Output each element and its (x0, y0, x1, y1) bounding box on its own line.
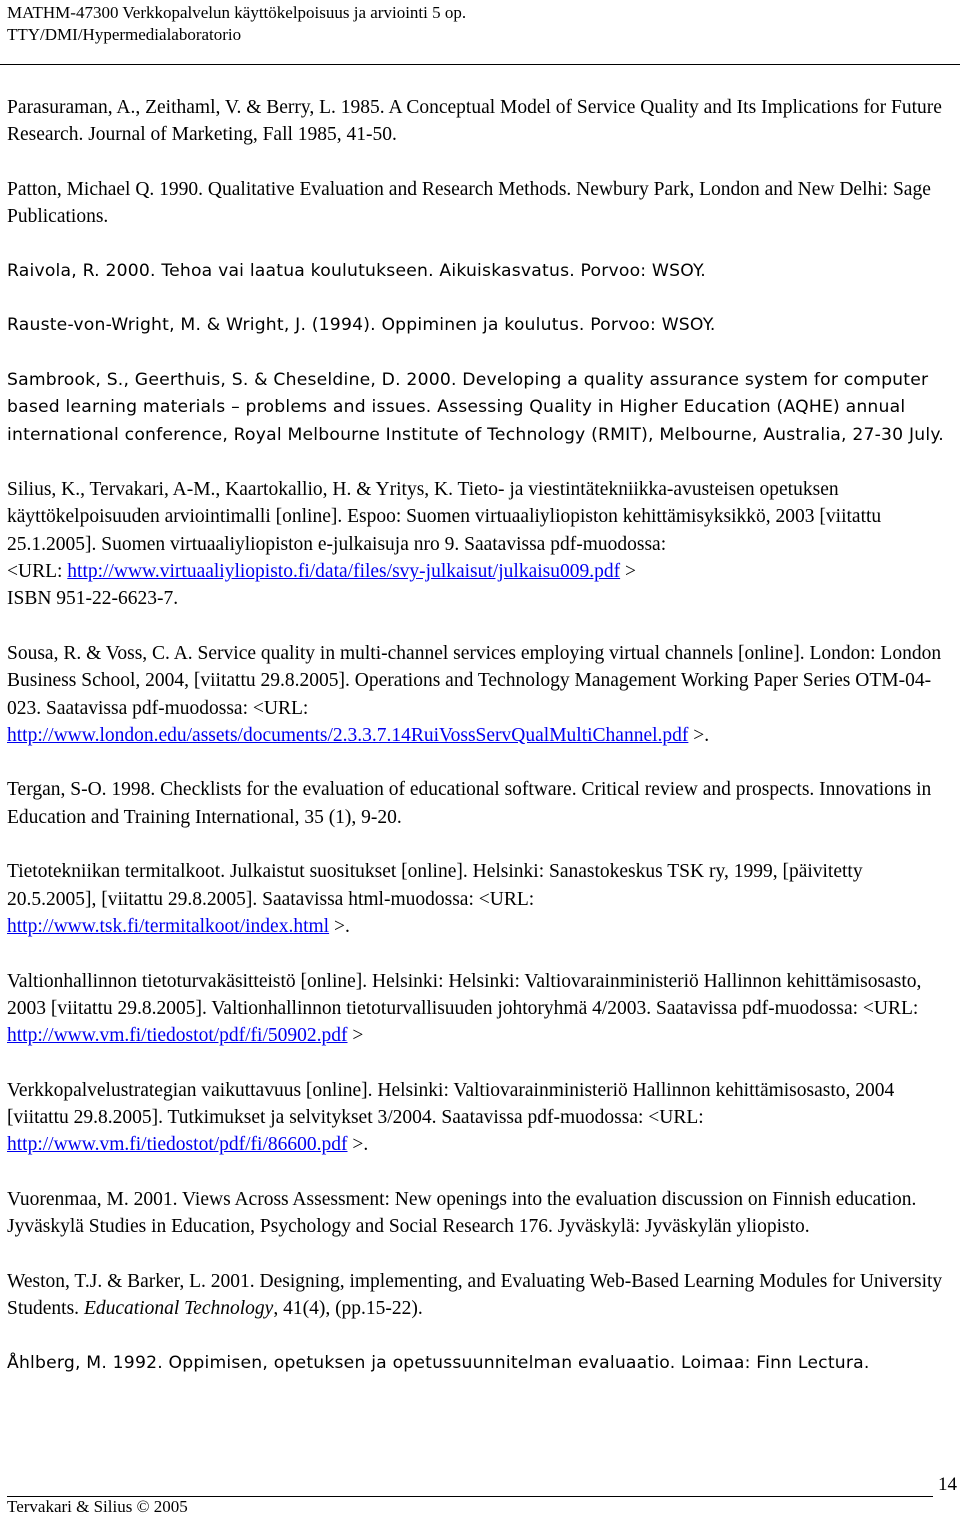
reference-vuorenmaa: Vuorenmaa, M. 2001. Views Across Assessment: New openings into the evaluation discussion on Finnish education. Jyväskylä Studies in Education, Psychology and Social Research 176. Jyväskylä: Jyväskylän yliopisto. (7, 1188, 917, 1238)
reference-parasuraman: Parasuraman, A., Zeithaml, V. & Berry, L. 1985. A Conceptual Model of Service Quality and Its Implications for Future Research. Journal of Marketing, Fall 1985, 41-50. (7, 97, 942, 146)
header-rule (0, 64, 960, 65)
isbn: ISBN 951-22-6623-7. (7, 588, 179, 610)
reference-rauste-von-wright: Rauste-von-Wright, M. & Wright, J. (1994). Oppiminen ja koulutus. Porvoo: WSOY. (7, 315, 716, 336)
tsk-link[interactable]: http://www.tsk.fi/termitalkoot/index.html (7, 915, 330, 937)
footer-author: Tervakari & Silius © 2005 (7, 1497, 188, 1516)
vm-86600-link[interactable]: http://www.vm.fi/tiedostot/pdf/fi/86600.pdf (7, 1134, 348, 1156)
reference-list (7, 94, 952, 1391)
reference-ahlberg: Åhlberg, M. 1992. Oppimisen, opetuksen ja opetussuunnitelman evaluaatio. Loimaa: Finn Lectura. (7, 1352, 870, 1373)
course-title: MATHM-47300 Verkkopalvelun käyttökelpoisuus ja arviointi 5 op. (7, 3, 467, 22)
vm-50902-link[interactable]: http://www.vm.fi/tiedostot/pdf/fi/50902.pdf (7, 1025, 348, 1047)
journal-title: Educational Technology (83, 1298, 274, 1320)
reference-silius: Silius, K., Tervakari, A-M., Kaartokallio, H. & Yritys, K. Tieto- ja viestintätekniikka-avusteisen opetuksen käyttökelpoisuuden arviointimalli [online]. Espoo: Suomen virtuaaliyliopiston kehittämisyksikkö, 2003 [viitattu 25.1.2005]. Suomen virtuaaliyliopiston e-julkaisuja nro 9. Saatavissa pdf-muodossa: <URL: http://www.virtuaaliyliopisto.fi/data/files/svy-julkaisut/julkaisu009.pdf > ISBN 951-22-6623-7. (7, 479, 882, 610)
london-business-school-link[interactable]: http://www.london.edu/assets/documents/2.3.3.7.14RuiVossServQualMultiChannel.pdf (7, 724, 689, 746)
reference-tietotekniikan-termitalkoot: Tietotekniikan termitalkoot. Julkaistut suositukset [online]. Helsinki: Sanastokeskus TSK ry, 1999, [päivitetty 20.5.2005], [viitattu 29.8.2005]. Saatavissa html-muodossa: <URL: http://www.tsk.fi/termitalkoot/index.html >. (7, 861, 863, 937)
virtuaaliyliopisto-link[interactable]: http://www.virtuaaliyliopisto.fi/data/files/svy-julkaisut/julkaisu009.pdf (67, 561, 621, 583)
reference-patton: Patton, Michael Q. 1990. Qualitative Evaluation and Research Methods. Newbury Park, London and New Delhi: Sage Publications. (7, 178, 931, 228)
page-header (7, 2, 953, 46)
reference-sambrook: Sambrook, S., Geerthuis, S. & Cheseldine, D. 2000. Developing a quality assurance system for computer based learning materials – problems and issues. Assessing Quality in Higher Education (AQHE) annual international conference, Royal Melbourne Institute of Technology (RMIT), Melbourne, Australia, 27-30 July. (7, 369, 944, 445)
reference-sousa-voss: Sousa, R. & Voss, C. A. Service quality in multi-channel services employing virtual channels [online]. London: London Business School, 2004, [viitattu 29.8.2005]. Operations and Technology Management Working Paper Series OTM-04-023. Saatavissa pdf-muodossa: <URL: http://www.london.edu/assets/documents/2.3.3.7.14RuiVossServQualMultiChannel.pdf >. (7, 642, 942, 746)
page-number: 14 (938, 1474, 957, 1495)
reference-raivola: Raivola, R. 2000. Tehoa vai laatua koulutukseen. Aikuiskasvatus. Porvoo: WSOY. (7, 260, 706, 281)
reference-weston-barker: Weston, T.J. & Barker, L. 2001. Designing, implementing, and Evaluating Web-Based Learning Modules for University Students. Educational Technology, 41(4), (pp.15-22). (7, 1270, 943, 1320)
reference-tergan: Tergan, S-O. 1998. Checklists for the evaluation of educational software. Critical review and prospects. Innovations in Education and Training International, 35 (1), 9-20. (7, 779, 932, 828)
reference-verkkopalvelustrategia: Verkkopalvelustrategian vaikuttavuus [online]. Helsinki: Valtiovarainministeriö Hallinnon kehittämisosasto, 2004 [viitattu 29.8.2005]. Tutkimukset ja selvitykset 3/2004. Saatavissa pdf-muodossa: <URL: http://www.vm.fi/tiedostot/pdf/fi/86600.pdf >. (7, 1079, 895, 1156)
reference-valtionhallinnon-tietoturva: Valtionhallinnon tietoturvakäsitteistö [online]. Helsinki: Helsinki: Valtiovarainministeriö Hallinnon kehittämisosasto, 2003 [viitattu 29.8.2005]. Valtionhallinnon tietoturvallisuuden johtoryhmä 4/2003. Saatavissa pdf-muodossa: <URL: http://www.vm.fi/tiedostot/pdf/fi/50902.pdf > (7, 970, 922, 1047)
department-name: TTY/DMI/Hypermedialaboratorio (7, 25, 242, 44)
